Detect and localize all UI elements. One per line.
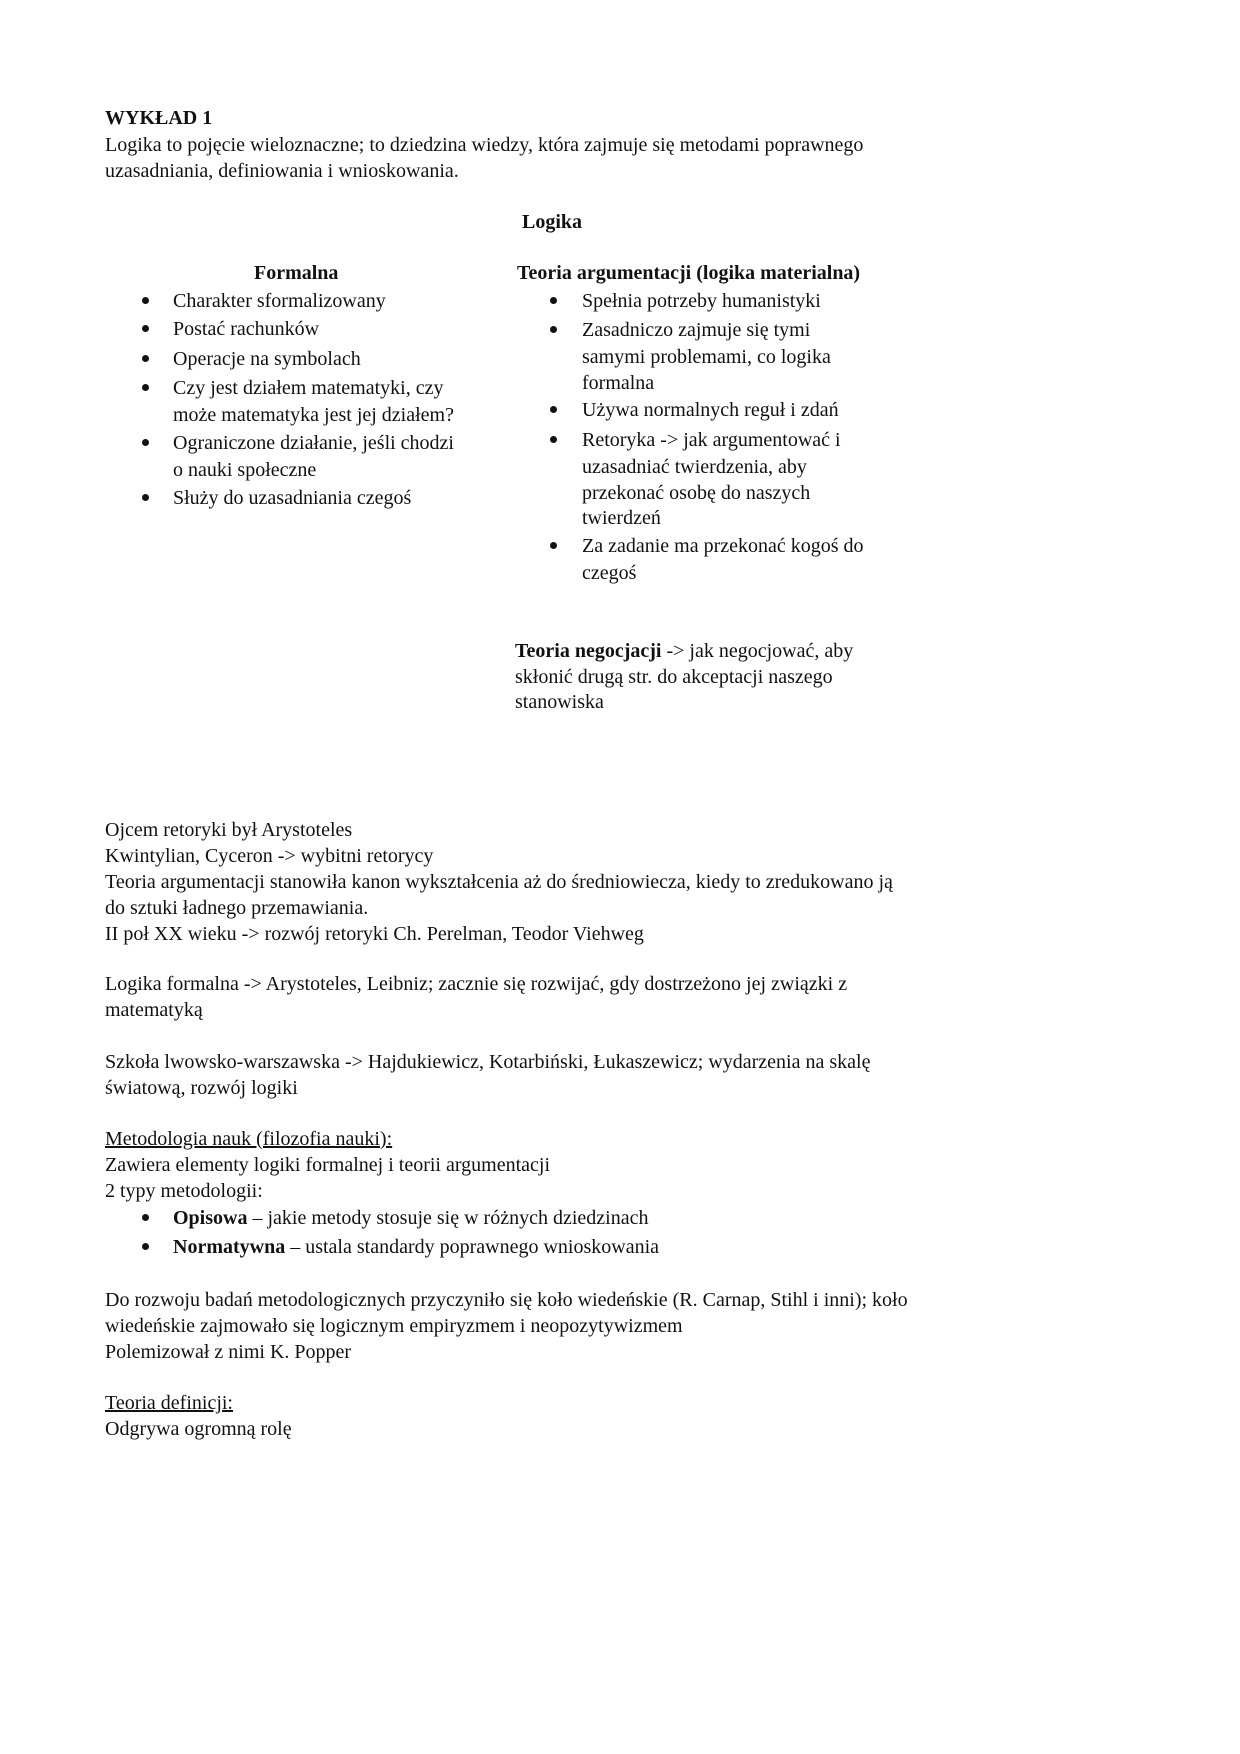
negocjacje-line [515,638,853,664]
body-line: Zawiera elementy logiki formalnej i teorii argumentacji [105,1154,551,1176]
bullet-icon [550,406,557,413]
list-item-cont: twierdzeń [582,507,661,529]
bullet-icon [142,355,149,362]
bullet-icon [142,297,149,304]
argumentacja-heading: Teoria argumentacji (logika materialna) [517,262,861,284]
bullet-icon [142,1214,149,1221]
list-item-cont: uzasadniać twierdzenia, aby [582,456,807,478]
negocjacje-line: skłonić drugą str. do akceptacji naszego [515,666,833,688]
definicje-heading: Teoria definicji: [105,1392,233,1414]
item-term: Opisowa [173,1207,248,1229]
metodologia-heading: Metodologia nauk (filozofia nauki): [105,1128,393,1150]
list-item: Czy jest działem matematyki, czy [173,377,444,399]
item-text: – ustala standardy poprawnego wnioskowania [285,1236,660,1258]
body-line: matematyką [105,999,203,1021]
list-item-cont: samymi problemami, co logika [582,346,831,368]
list-item: Służy do uzasadniania czegoś [173,487,412,509]
negocjacje-line: stanowiska [515,691,604,713]
bullet-icon [142,439,149,446]
bullet-icon [550,542,557,549]
bullet-icon [142,1243,149,1250]
formalna-heading: Formalna [254,262,339,284]
body-line: Do rozwoju badań metodologicznych przyczyniło się koło wiedeńskie (R. Carnap, Stihl i inni); koło [105,1289,908,1311]
body-line: do sztuki ładnego przemawiania. [105,897,369,919]
list-item: Za zadanie ma przekonać kogoś do [582,535,864,557]
bullet-icon [550,326,557,333]
list-item: Operacje na symbolach [173,348,361,370]
body-line: 2 typy metodologii: [105,1180,263,1202]
list-item: Używa normalnych reguł i zdań [582,399,839,421]
body-line: II poł XX wieku -> rozwój retoryki Ch. Perelman, Teodor Viehweg [105,923,644,945]
list-item: Ograniczone działanie, jeśli chodzi [173,432,454,454]
body-line: Szkoła lwowsko-warszawska -> Hajdukiewicz, Kotarbiński, Łukaszewicz; wydarzenia na skalę [105,1051,871,1073]
bullet-icon [550,297,557,304]
item-term: Normatywna [173,1236,286,1258]
body-line: Odgrywa ogromną rolę [105,1418,292,1440]
negocjacje-term: Teoria negocjacji [515,640,662,662]
item-text: – jakie metody stosuje się w różnych dziedzinach [247,1207,649,1229]
list-item-cont: przekonać osobę do naszych [582,482,811,504]
list-item [173,1205,648,1231]
intro-line: Logika to pojęcie wieloznaczne; to dziedzina wiedzy, która zajmuje się metodami poprawnego [105,134,864,156]
body-line: Kwintylian, Cyceron -> wybitni retorycy [105,845,434,867]
list-item: Charakter sformalizowany [173,290,386,312]
body-line: Teoria argumentacji stanowiła kanon wykształcenia aż do średniowiecza, kiedy to zredukowano ją [105,871,893,893]
list-item-cont: o nauki społeczne [173,459,317,481]
bullet-icon [550,436,557,443]
body-line: wiedeńskie zajmowało się logicznym empiryzmem i neopozytywizmem [105,1315,683,1337]
body-line: Logika formalna -> Arystoteles, Leibniz; zacznie się rozwijać, gdy dostrzeżono jej związki z [105,973,848,995]
list-item: Retoryka -> jak argumentować i [582,429,841,451]
list-item-cont: może matematyka jest jej działem? [173,404,454,426]
negocjacje-text: -> jak negocjować, aby [661,640,854,662]
list-item-cont: czegoś [582,562,637,584]
list-item [173,1234,659,1260]
list-item: Postać rachunków [173,318,320,340]
bullet-icon [142,384,149,391]
body-line: światową, rozwój logiki [105,1077,298,1099]
page-title: WYKŁAD 1 [105,107,213,129]
list-item: Spełnia potrzeby humanistyki [582,290,821,312]
body-line: Ojcem retoryki był Arystoteles [105,819,353,841]
bullet-icon [142,494,149,501]
list-item-cont: formalna [582,372,655,394]
center-heading: Logika [522,211,583,233]
body-line: Polemizował z nimi K. Popper [105,1341,352,1363]
list-item: Zasadniczo zajmuje się tymi [582,319,811,341]
bullet-icon [142,325,149,332]
intro-line: uzasadniania, definiowania i wnioskowania. [105,160,459,182]
